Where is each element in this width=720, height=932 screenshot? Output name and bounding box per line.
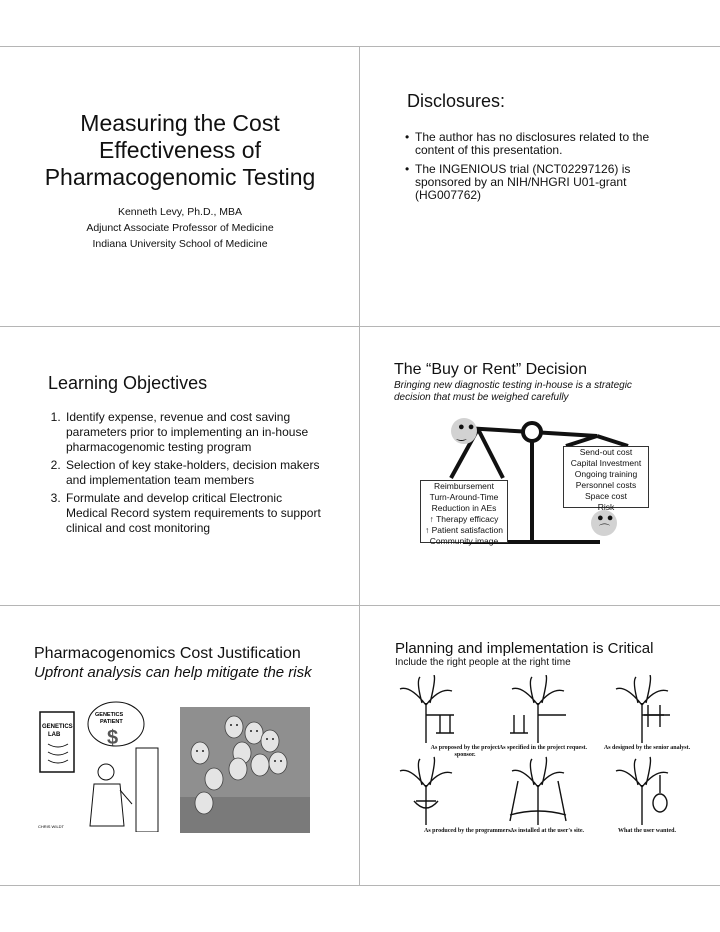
- objective-item: 1. Identify expense, revenue and cost saving parameters prior to implementing an in-house pharmacogenomic testing program: [64, 410, 354, 455]
- tire-swing-icon: [653, 794, 667, 812]
- egg-face-icon: [269, 752, 287, 774]
- tree-icon: [400, 757, 452, 825]
- tree-caption: As installed at the user's site.: [510, 828, 584, 834]
- cartoon-doctor-head: [98, 764, 114, 780]
- egg-face-icon: [229, 758, 247, 780]
- slide5-title: Pharmacogenomics Cost Justification: [34, 645, 301, 662]
- egg-eye: [250, 730, 252, 732]
- egg-eye: [236, 724, 238, 726]
- swing-icon: [644, 705, 664, 727]
- swing-icon: [510, 715, 528, 733]
- slide3-objectives-list: [44, 410, 354, 539]
- right-pan-string: [566, 436, 597, 446]
- slide3-title: Learning Objectives: [48, 373, 208, 393]
- tree-caption: As designed by the senior analyst.: [603, 745, 691, 751]
- cartoon-bubble-label: PATIENT: [100, 719, 123, 725]
- scale-pivot: [523, 423, 541, 441]
- eggs-photo: [180, 707, 310, 833]
- egg-face-icon: [245, 722, 263, 744]
- slide1-author: Kenneth Levy, Ph.D., MBA: [117, 206, 243, 218]
- tree-caption: As specified in the project request.: [498, 745, 588, 751]
- slide1-position: Adjunct Associate Professor of Medicine: [86, 222, 274, 234]
- cartoon-bubble-label: GENETICS: [95, 712, 124, 718]
- egg-eye: [202, 750, 204, 752]
- balance-scale-diagram: [360, 400, 720, 600]
- egg-eye: [230, 724, 232, 726]
- tree-icon: [616, 675, 670, 743]
- frowning-face-icon: ● ● ⌒: [591, 510, 617, 536]
- objective-item: 2. Selection of key stake-holders, decision makers and implementation team members: [64, 458, 354, 488]
- egg-eye: [272, 738, 274, 740]
- egg-face-icon: [261, 730, 279, 752]
- tree-caption: As proposed by the project sponsor.: [430, 745, 500, 758]
- bullet-icon: •: [405, 130, 410, 144]
- egg-eye: [274, 760, 276, 762]
- slide2-bullet: • The INGENIOUS trial (NCT02297126) is sponsored by an NIH/NHGRI U01-grant (HG007762): [405, 162, 631, 202]
- slide6-subtitle: Include the right people at the right time: [395, 657, 571, 668]
- egg-face-icon: [251, 754, 269, 776]
- slide4-title: The “Buy or Rent” Decision: [394, 361, 587, 378]
- egg-face-icon: [205, 768, 223, 790]
- bullet-icon: •: [405, 162, 410, 176]
- tree-icon: [512, 757, 564, 825]
- egg-face-icon: [195, 792, 213, 814]
- egg-face-icon: [225, 716, 243, 738]
- objective-item: 3. Formulate and develop critical Electronic Medical Record system requirements to support clinical and cost monitoring: [64, 491, 354, 536]
- page-divider-top: [0, 46, 720, 47]
- slide2-bullet-list: [405, 131, 695, 208]
- cartoon-sign-label: LAB: [48, 732, 61, 738]
- right-pan-string: [597, 436, 628, 446]
- egg-eye: [196, 750, 198, 752]
- slide1-title: Measuring the Cost Effectiveness of Pharmacogenomic Testing: [44, 110, 316, 190]
- egg-eye: [266, 738, 268, 740]
- egg-face-icon: [191, 742, 209, 764]
- egg-eye: [256, 730, 258, 732]
- slide2-bullet: • The author has no disclosures related to the content of this presentation.: [405, 130, 650, 157]
- slide1-institution: Indiana University School of Medicine: [92, 238, 268, 250]
- genetics-lab-cartoon: [36, 700, 161, 832]
- page-divider-row2: [0, 605, 720, 606]
- cartoon-credit: CHRIS WILDT: [38, 824, 64, 829]
- egg-eye: [280, 760, 282, 762]
- smiling-face-icon: ● ● ‿: [451, 418, 477, 444]
- page-divider-row1: [0, 326, 720, 327]
- tree-caption: As produced by the programmers.: [424, 828, 512, 834]
- cartoon-sign-label: GENETICS: [42, 724, 73, 730]
- slide5-subtitle: Upfront analysis can help mitigate the risk: [34, 664, 312, 681]
- page-divider-bottom: [0, 885, 720, 886]
- tree-caption: What the user wanted.: [618, 828, 676, 834]
- slide2-title: Disclosures:: [407, 91, 506, 111]
- cartoon-door: [136, 748, 158, 832]
- slide6-title: Planning and implementation is Critical: [395, 640, 654, 657]
- swing-icon: [436, 715, 454, 733]
- slide4-subtitle: Bringing new diagnostic testing in-house is a strategic decision that must be weighed carefully: [394, 380, 632, 403]
- dollar-sign-icon: $: [107, 727, 119, 749]
- benefits-box: Reimbursement Turn-Around-Time Reduction in AEs ↑ Therapy efficacy ↑ Patient satisfaction Community image: [420, 480, 508, 543]
- cartoon-doctor-coat: [90, 784, 124, 826]
- tree-swing-cartoon: [360, 675, 720, 845]
- left-pan-string: [478, 429, 503, 478]
- costs-box: Send-out cost Capital Investment Ongoing training Personnel costs Space cost Risk: [563, 446, 649, 508]
